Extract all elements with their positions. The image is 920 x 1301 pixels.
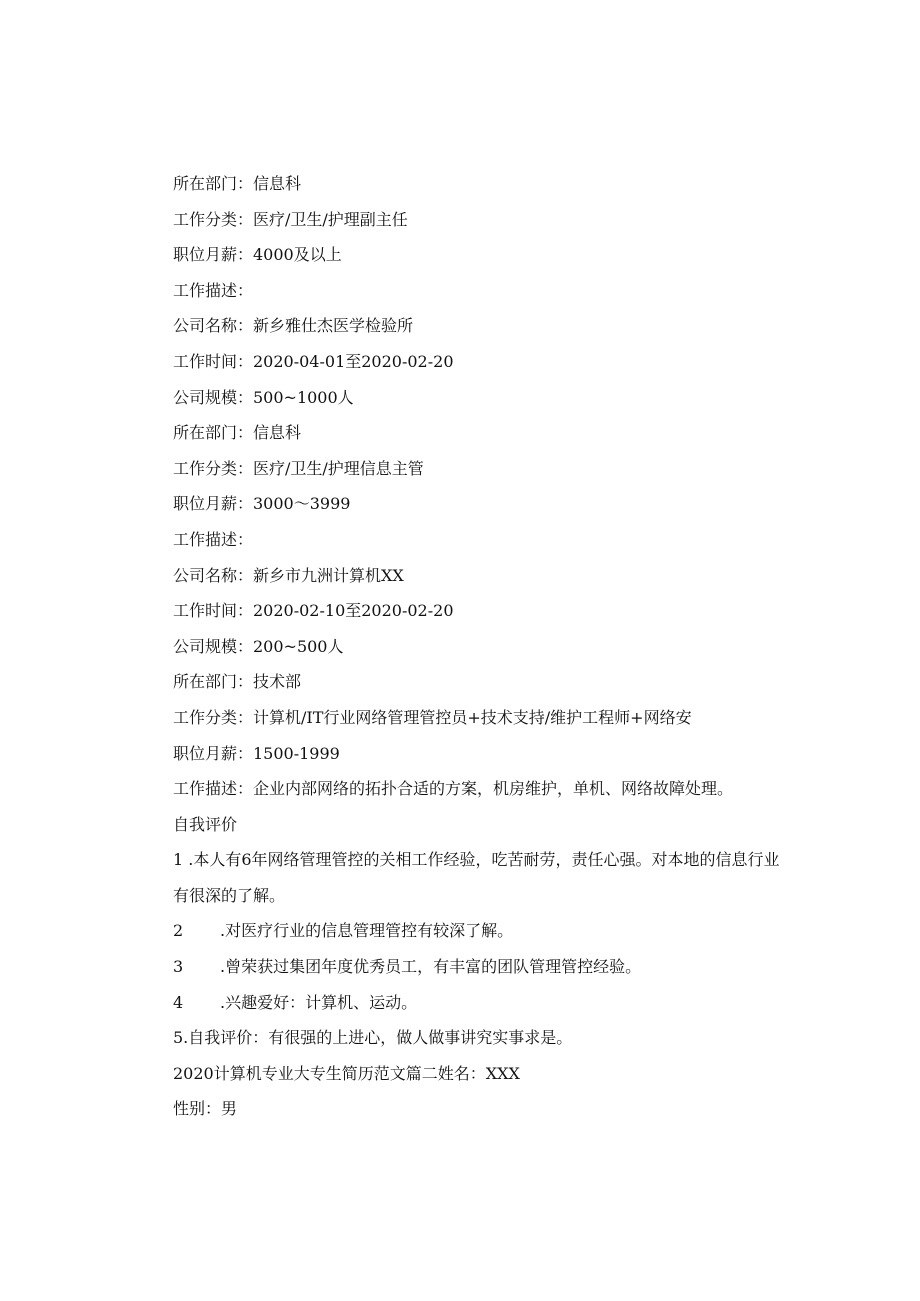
- job3-department: 所在部门：技术部: [173, 672, 302, 692]
- job3-description: 工作描述：企业内部网络的拓扑合适的方案，机房维护，单机、网络故障处理。: [173, 779, 734, 799]
- job2-salary: 职位月薪：3000～3999: [173, 494, 351, 514]
- job1-description: 工作描述：: [173, 280, 254, 300]
- job3-company: 公司名称：新乡市九洲计算机XX: [173, 565, 404, 585]
- self-eval-item-4-text: .兴趣爱好：计算机、运动。: [220, 992, 418, 1012]
- self-eval-item-5: 5.自我评价：有很强的上进心，做人做事讲究实事求是。: [173, 1028, 573, 1048]
- self-eval-item-4: [173, 985, 793, 1021]
- job2-department: 所在部门：信息科: [173, 423, 302, 443]
- next-resume-title: 2020计算机专业大专生简历范文篇二姓名：XXX: [173, 1063, 520, 1083]
- self-eval-item-2-text: .对医疗行业的信息管理管控有较深了解。: [220, 921, 514, 941]
- job1-salary: 职位月薪：4000及以上: [173, 245, 342, 265]
- self-eval-heading: 自我评价: [173, 814, 238, 834]
- self-eval-item-3: [173, 949, 793, 985]
- resume-content: [173, 166, 793, 1127]
- self-eval-item-4-number: 4: [173, 992, 184, 1012]
- next-resume-gender: 性别：男: [173, 1099, 238, 1119]
- job2-scale: 公司规模：500~1000人: [173, 387, 354, 407]
- self-eval-item-1: 1 .本人有6年网络管理管控的关相工作经验，吃苦耐劳，责任心强。对本地的信息行业有很深的了解。: [173, 850, 780, 905]
- job3-category: 工作分类：计算机/IT行业网络管理管控员+技术支持/维护工程师+网络安: [173, 707, 692, 727]
- job3-scale: 公司规模：200~500人: [173, 636, 344, 656]
- job2-company: 公司名称：新乡雅仕杰医学检验所: [173, 316, 414, 336]
- job2-description: 工作描述：: [173, 529, 254, 549]
- self-eval-item-2-number: 2: [173, 921, 184, 941]
- job3-time: 工作时间：2020-02-10至2020-02-20: [173, 601, 454, 621]
- job2-category: 工作分类：医疗/卫生/护理信息主管: [173, 458, 424, 478]
- job2-time: 工作时间：2020-04-01至2020-02-20: [173, 351, 454, 371]
- job3-salary: 职位月薪：1500-1999: [173, 743, 340, 763]
- self-eval-item-3-number: 3: [173, 957, 184, 977]
- self-eval-item-3-text: .曾荣获过集团年度优秀员工，有丰富的团队管理管控经验。: [220, 957, 642, 977]
- job1-department: 所在部门：信息科: [173, 174, 302, 193]
- job1-category: 工作分类：医疗/卫生/护理副主任: [173, 209, 408, 229]
- self-eval-item-2: [173, 913, 793, 949]
